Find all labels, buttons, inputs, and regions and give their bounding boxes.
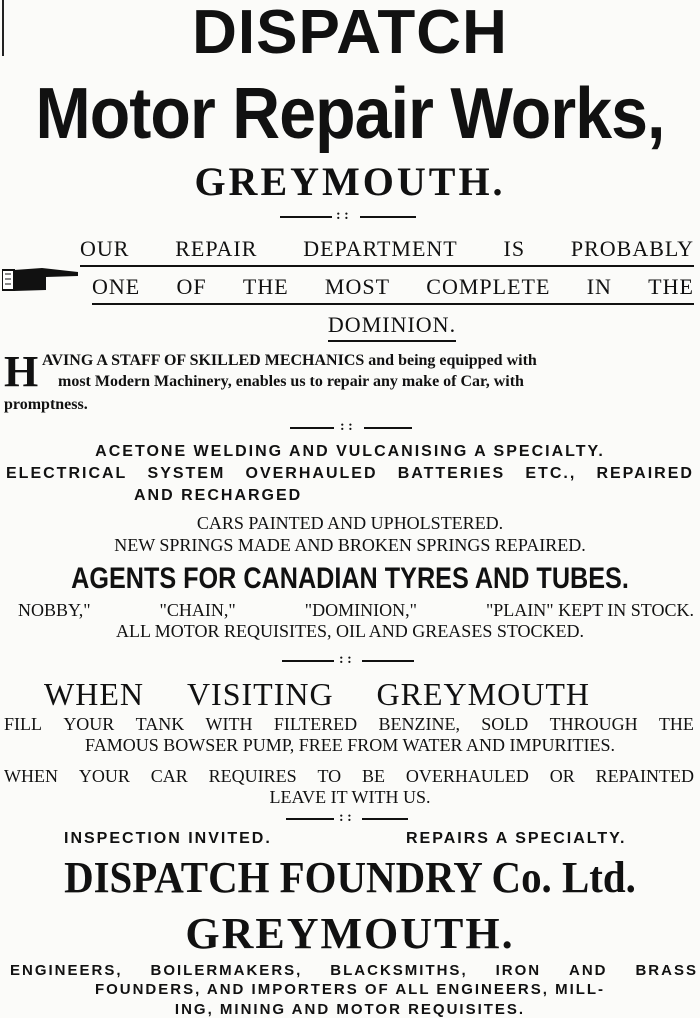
word: ENGINEERS, (10, 962, 123, 979)
tyre-name: "DOMINION," (304, 600, 417, 620)
when-line-1 (4, 766, 694, 787)
specialty-line-3: AND RECHARGED (134, 487, 303, 504)
agents-headline: AGENTS FOR CANADIAN TYRES AND TUBES. (71, 562, 629, 595)
drop-cap: H (4, 347, 39, 396)
word: BRASS (635, 962, 698, 979)
word: DOMINION. (328, 312, 456, 342)
ad-town: GREYMOUTH. (194, 159, 506, 204)
divider-colon: : : (336, 208, 349, 223)
word: TANK (135, 714, 185, 734)
word: DEPARTMENT (303, 236, 458, 261)
specialty-line-2 (6, 465, 694, 483)
staff-line-3: promptness. (4, 396, 88, 413)
tyre-names (18, 600, 694, 621)
specialty-line-1: ACETONE WELDING AND VULCANISING A SPECIALTY. (95, 443, 605, 460)
word: PROBABLY (570, 236, 694, 261)
springs-line: NEW SPRINGS MADE AND BROKEN SPRINGS REPAIRED. (114, 535, 586, 555)
staff-line-1: AVING A STAFF OF SKILLED MECHANICS and being equipped with (42, 352, 537, 369)
word: FILTERED (273, 714, 358, 734)
word: REPAIRED (596, 465, 694, 482)
divider-colon: : : (340, 419, 353, 434)
repairs-note: REPAIRS A SPECIALTY. (406, 830, 627, 847)
word: YOUR (63, 714, 115, 734)
foundry-town: GREYMOUTH. (185, 909, 515, 958)
word: OVERHAULED (245, 465, 378, 482)
foundry-line-1 (10, 962, 698, 979)
ad-subtitle: Motor Repair Works, (35, 74, 665, 154)
word: FILL (4, 714, 42, 734)
repair-line-1 (80, 236, 694, 267)
word: BENZINE, (378, 714, 460, 734)
requisites-line: ALL MOTOR REQUISITES, OIL AND GREASES STOCKED. (115, 621, 585, 641)
word: THE (648, 274, 694, 299)
tyre-name: "CHAIN," (159, 600, 236, 620)
divider-rule (362, 660, 414, 662)
word: REPAIR (175, 236, 258, 261)
word: CAR (150, 766, 188, 786)
word: YOUR (78, 766, 130, 786)
word: SOLD (481, 714, 529, 734)
word: IRON (495, 962, 542, 979)
word: IN (586, 274, 612, 299)
repair-line-3 (0, 312, 700, 338)
word: OVERHAULED (405, 766, 529, 786)
foundry-line-3: ING, MINING AND MOTOR REQUISITES. (174, 1001, 526, 1018)
word: IS (503, 236, 526, 261)
word: ETC., (525, 465, 577, 482)
word: WITH (205, 714, 253, 734)
tyre-name: NOBBY," (18, 600, 91, 620)
word: REPAINTED (595, 766, 694, 786)
word: MOST (324, 274, 391, 299)
visiting-headline (44, 676, 590, 713)
divider-rule (360, 216, 416, 218)
when-line-2: LEAVE IT WITH US. (269, 787, 431, 807)
word: BE (362, 766, 386, 786)
foundry-line-2: FOUNDERS, AND IMPORTERS OF ALL ENGINEERS, MILL- (94, 981, 606, 998)
word: WHEN (4, 766, 58, 786)
inspection-note: INSPECTION INVITED. (64, 830, 272, 847)
word: THROUGH (549, 714, 638, 734)
word: BATTERIES (397, 465, 506, 482)
word: ONE (92, 274, 141, 299)
word: OF (176, 274, 207, 299)
divider-colon: : : (339, 652, 352, 667)
divider-rule (282, 660, 334, 662)
divider-rule (286, 818, 334, 820)
word: SYSTEM (147, 465, 226, 482)
word: ELECTRICAL (6, 465, 128, 482)
word: GREYMOUTH (376, 676, 590, 712)
divider-rule (362, 818, 408, 820)
painted-line: CARS PAINTED AND UPHOLSTERED. (196, 513, 504, 533)
fill-line-2: FAMOUS BOWSER PUMP, FREE FROM WATER AND IMPURITIES. (85, 735, 615, 755)
repair-line-2 (92, 274, 694, 305)
word: THE (658, 714, 694, 734)
ad-title: DISPATCH (192, 0, 508, 67)
word: WHEN (44, 676, 144, 712)
staff-line-2: most Modern Machinery, enables us to repair any make of Car, with (58, 373, 524, 390)
word: OR (549, 766, 575, 786)
fill-line-1 (4, 714, 694, 735)
word: TO (317, 766, 342, 786)
word: THE (242, 274, 289, 299)
divider-colon: : : (339, 810, 352, 825)
tyre-name: "PLAIN" KEPT IN STOCK. (485, 600, 694, 620)
word: BLACKSMITHS, (330, 962, 468, 979)
word: BOILERMAKERS, (150, 962, 303, 979)
word: OUR (80, 236, 130, 261)
divider-rule (280, 216, 332, 218)
word: AND (569, 962, 608, 979)
word: COMPLETE (426, 274, 551, 299)
divider-rule (364, 427, 412, 429)
foundry-name: DISPATCH FOUNDRY Co. Ltd. (64, 853, 636, 902)
divider-rule (290, 427, 334, 429)
word: VISITING (186, 676, 334, 712)
pointing-hand-icon (2, 264, 80, 294)
word: REQUIRES (208, 766, 297, 786)
